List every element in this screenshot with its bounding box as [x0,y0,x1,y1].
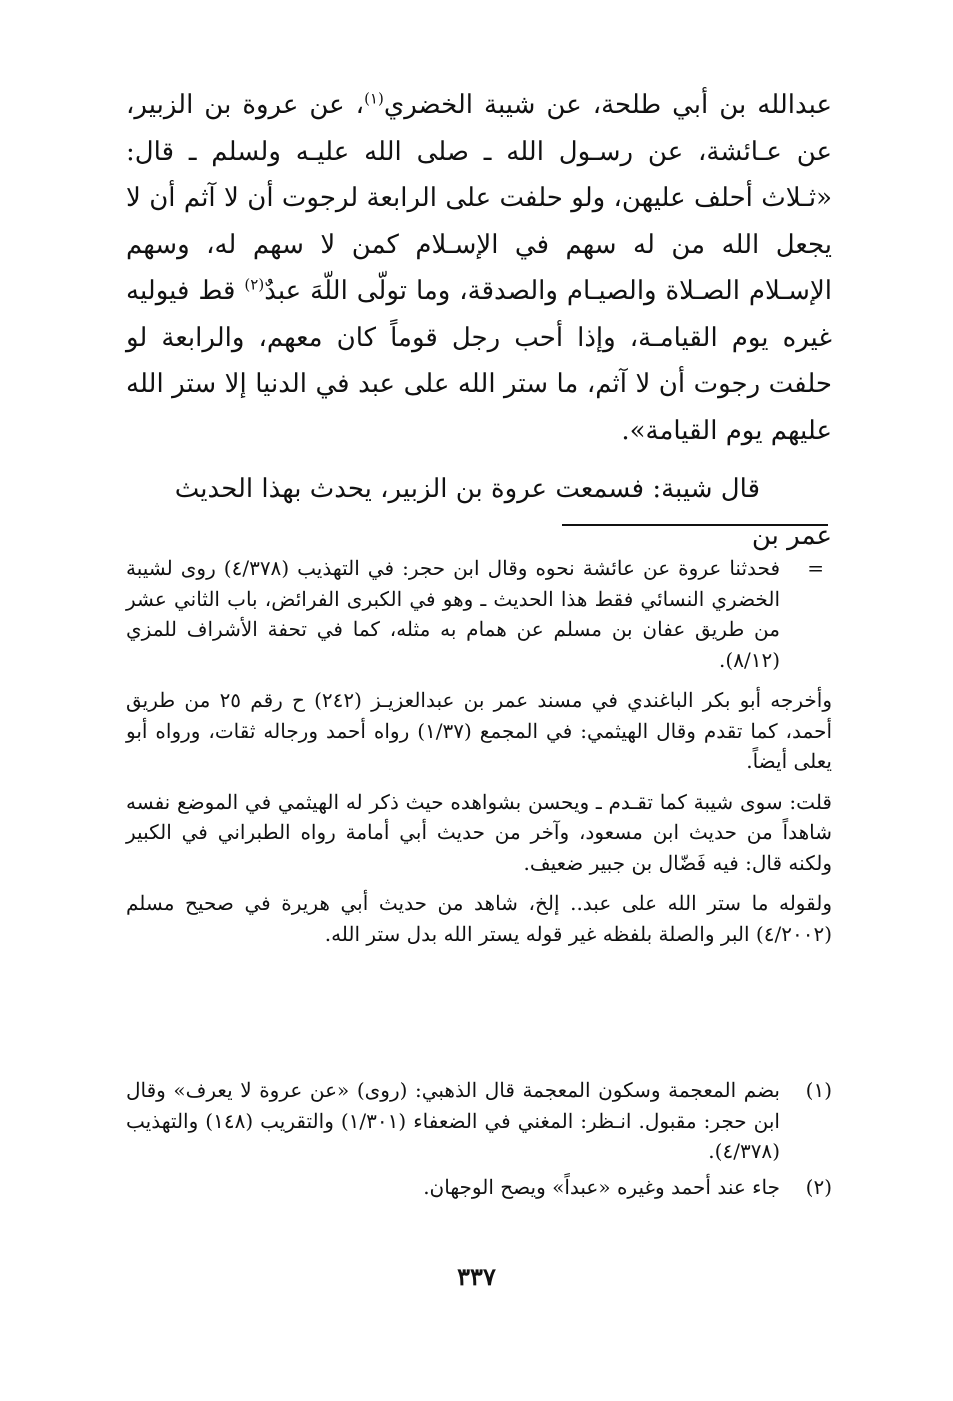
main-text-segment: عبدالله بن أبي طلحة، عن شيبة الخضري [383,90,832,120]
footnote-text: جاء عند أحمد وغيره «عبداً» ويصح الوجهان. [423,1174,780,1199]
footnote-continuation [126,553,832,959]
main-text [126,82,832,559]
footnote-continuation-paragraph: فحدثنا عروة عن عائشة نحوه وقال ابن حجر: في التهذيب (٤/٣٧٨) روى لشيبة الخضري النسائي فقط هذا الحديث ـ وهو في الكبرى الفرائض، باب الثاني عشر من طريق عفان بن مسلم عن همام به مثله، كما في تحفة الأشراف للمزي (٨/١٢). [126,556,781,672]
footnote-text: بضم المعجمة وسكون المعجمة قال الذهبي: (روى) «عن عروة لا يعرف» وقال ابن حجر: مقبول. انـظر: المغني في الضعفاء (١/٣٠١) والتقريب (١٤٨) والتهذيب (٤/٣٧٨). [126,1078,780,1163]
footnote-number: (١) [805,1078,832,1102]
main-paragraph-2: قال شيبة: فسمعت عروة بن الزبير، يحدث بهذا الحديث عمر بن [174,474,832,551]
main-text-segment: قط فيوليه غيره يوم القيامـة، وإذا أحب رجل قوماً كان معهم، والرابعة لو حلفت رجوت أن لا آثم، ما ستر الله على عبد في الدنيا إلا ستر الله عليهم يوم القيامة». [126,276,832,446]
footnote-number: (٢) [805,1174,832,1199]
footnote-ref-2[interactable]: (٢) [244,275,265,294]
footnote-ref-1[interactable]: (١) [364,89,384,108]
main-paragraph-1 [126,82,832,454]
footnote-2 [126,1172,832,1203]
footnote-separator [562,524,828,526]
main-text-segment: ، عن عروة بن الزبير، عن عـائشة، عن رسـول الله ـ صلى الله عليـه ولسلم ـ قال: «ثـلاث أحلف عليهن، ولو حلفت على الرابعة لرجوت أن لا آثم أن لا يجعل الله من له سهم في الإسـلام كمن لا سهم له، وسهم الإسـلام الصـلاة والصيـام والصدقة، وما تولّى اللّهَ عبدٌ [126,90,832,306]
footnote-continuation-paragraph: قلت: سوى شيبة كما تقـدم ـ ويحسن بشواهده حيث ذكر له الهيثمي في الموضع نفسه شاهداً من حديث ابن مسعود، وآخر من حديث أبي أمامة رواه الطبراني في الكبير ولكنه قال: فيه فَضّال بن جبير ضعيف. [126,789,832,875]
footnote-continuation-paragraph: ولقوله ما ستر الله على عبد.. إلخ، شاهد من حديث أبي هريرة في صحيح مسلم (٤/٢٠٠٢) البر والصلة بلفظه غير قوله يستر الله بدل ستر الله. [126,891,832,946]
continuation-marker: = [807,556,824,580]
page-number: ٣٣٧ [457,1262,496,1291]
footnote-continuation-paragraph: وأخرجه أبو بكر الباغندي في مسند عمر بن عبدالعزيـز (٢٤٢) ح رقم ٢٥ من طريق أحمد، كما تقدم وقال الهيثمي: في المجمع (١/٣٧) رواه أحمد ورجاله ثقات، ورواه أبو يعلى أيضاً. [126,688,832,773]
footnotes [126,1075,832,1207]
footnote-1 [126,1075,832,1167]
